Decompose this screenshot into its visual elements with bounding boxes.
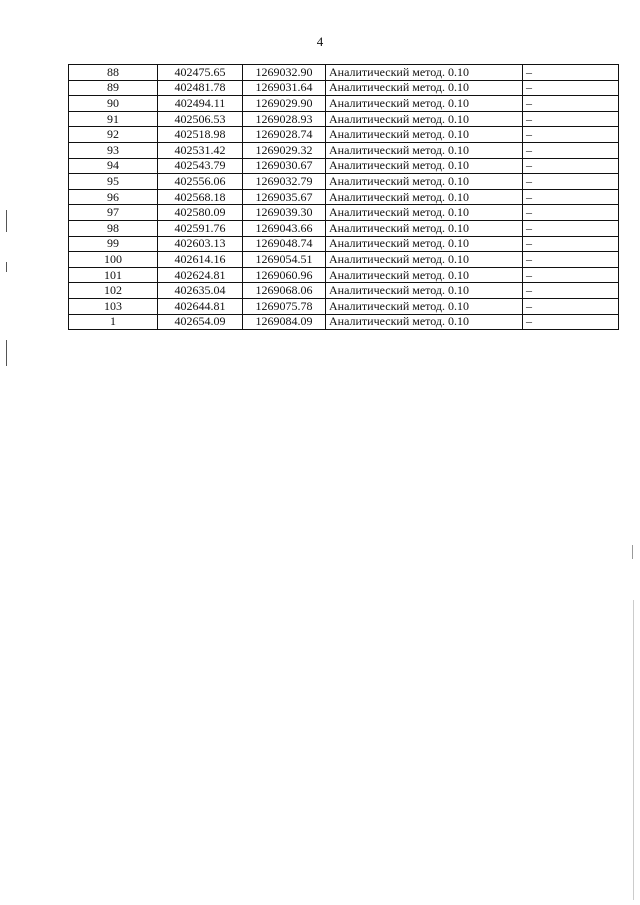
point-number-cell: 96 [69,189,158,205]
table-row [69,267,619,283]
dash-cell: – [523,298,619,314]
point-number-cell: 94 [69,158,158,174]
dash-cell: – [523,158,619,174]
table-row [69,142,619,158]
table-row [69,298,619,314]
dash-cell: – [523,80,619,96]
method-accuracy-cell: Аналитический метод. 0.10 [326,283,523,299]
x-coordinate-cell: 402506.53 [158,111,243,127]
method-accuracy-cell: Аналитический метод. 0.10 [326,314,523,330]
x-coordinate-cell: 402591.76 [158,220,243,236]
method-accuracy-cell: Аналитический метод. 0.10 [326,65,523,81]
table-row [69,236,619,252]
dash-cell: – [523,174,619,190]
point-number-cell: 99 [69,236,158,252]
y-coordinate-cell: 1269031.64 [243,80,326,96]
x-coordinate-cell: 402494.11 [158,96,243,112]
point-number-cell: 100 [69,252,158,268]
point-number-cell: 88 [69,65,158,81]
method-accuracy-cell: Аналитический метод. 0.10 [326,252,523,268]
coordinates-table [68,64,619,330]
table-row [69,283,619,299]
x-coordinate-cell: 402580.09 [158,205,243,221]
x-coordinate-cell: 402635.04 [158,283,243,299]
table-row [69,220,619,236]
dash-cell: – [523,142,619,158]
method-accuracy-cell: Аналитический метод. 0.10 [326,80,523,96]
point-number-cell: 92 [69,127,158,143]
method-accuracy-cell: Аналитический метод. 0.10 [326,267,523,283]
x-coordinate-cell: 402624.81 [158,267,243,283]
y-coordinate-cell: 1269048.74 [243,236,326,252]
point-number-cell: 103 [69,298,158,314]
point-number-cell: 91 [69,111,158,127]
point-number-cell: 97 [69,205,158,221]
y-coordinate-cell: 1269032.79 [243,174,326,190]
dash-cell: – [523,189,619,205]
y-coordinate-cell: 1269043.66 [243,220,326,236]
method-accuracy-cell: Аналитический метод. 0.10 [326,158,523,174]
scan-artifact-mark [6,262,7,272]
dash-cell: – [523,236,619,252]
table-row [69,189,619,205]
method-accuracy-cell: Аналитический метод. 0.10 [326,96,523,112]
y-coordinate-cell: 1269075.78 [243,298,326,314]
x-coordinate-cell: 402654.09 [158,314,243,330]
method-accuracy-cell: Аналитический метод. 0.10 [326,220,523,236]
page-number: 4 [316,34,324,49]
point-number-cell: 95 [69,174,158,190]
x-coordinate-cell: 402518.98 [158,127,243,143]
table-row [69,252,619,268]
point-number-cell: 98 [69,220,158,236]
scan-artifact-mark [633,600,634,900]
point-number-cell: 93 [69,142,158,158]
x-coordinate-cell: 402481.78 [158,80,243,96]
method-accuracy-cell: Аналитический метод. 0.10 [326,189,523,205]
point-number-cell: 102 [69,283,158,299]
dash-cell: – [523,283,619,299]
table-row [69,65,619,81]
table-row [69,205,619,221]
method-accuracy-cell: Аналитический метод. 0.10 [326,174,523,190]
y-coordinate-cell: 1269029.90 [243,96,326,112]
method-accuracy-cell: Аналитический метод. 0.10 [326,127,523,143]
method-accuracy-cell: Аналитический метод. 0.10 [326,205,523,221]
method-accuracy-cell: Аналитический метод. 0.10 [326,298,523,314]
dash-cell: – [523,267,619,283]
x-coordinate-cell: 402644.81 [158,298,243,314]
y-coordinate-cell: 1269084.09 [243,314,326,330]
x-coordinate-cell: 402568.18 [158,189,243,205]
dash-cell: – [523,127,619,143]
method-accuracy-cell: Аналитический метод. 0.10 [326,111,523,127]
y-coordinate-cell: 1269030.67 [243,158,326,174]
table-row [69,80,619,96]
point-number-cell: 101 [69,267,158,283]
point-number-cell: 1 [69,314,158,330]
y-coordinate-cell: 1269028.74 [243,127,326,143]
scan-artifact-mark [6,340,7,366]
table-row [69,158,619,174]
y-coordinate-cell: 1269060.96 [243,267,326,283]
point-number-cell: 89 [69,80,158,96]
scan-artifact-mark [632,545,633,559]
dash-cell: – [523,220,619,236]
y-coordinate-cell: 1269028.93 [243,111,326,127]
table-row [69,174,619,190]
point-number-cell: 90 [69,96,158,112]
dash-cell: – [523,96,619,112]
x-coordinate-cell: 402475.65 [158,65,243,81]
x-coordinate-cell: 402543.79 [158,158,243,174]
y-coordinate-cell: 1269029.32 [243,142,326,158]
y-coordinate-cell: 1269035.67 [243,189,326,205]
table-row [69,314,619,330]
method-accuracy-cell: Аналитический метод. 0.10 [326,142,523,158]
y-coordinate-cell: 1269039.30 [243,205,326,221]
scan-artifact-mark [6,210,7,232]
y-coordinate-cell: 1269068.06 [243,283,326,299]
dash-cell: – [523,65,619,81]
table-row [69,127,619,143]
coordinates-table-body [69,65,619,330]
x-coordinate-cell: 402614.16 [158,252,243,268]
dash-cell: – [523,314,619,330]
dash-cell: – [523,205,619,221]
table-row [69,111,619,127]
table-row [69,96,619,112]
y-coordinate-cell: 1269054.51 [243,252,326,268]
dash-cell: – [523,252,619,268]
x-coordinate-cell: 402531.42 [158,142,243,158]
dash-cell: – [523,111,619,127]
x-coordinate-cell: 402603.13 [158,236,243,252]
method-accuracy-cell: Аналитический метод. 0.10 [326,236,523,252]
x-coordinate-cell: 402556.06 [158,174,243,190]
y-coordinate-cell: 1269032.90 [243,65,326,81]
